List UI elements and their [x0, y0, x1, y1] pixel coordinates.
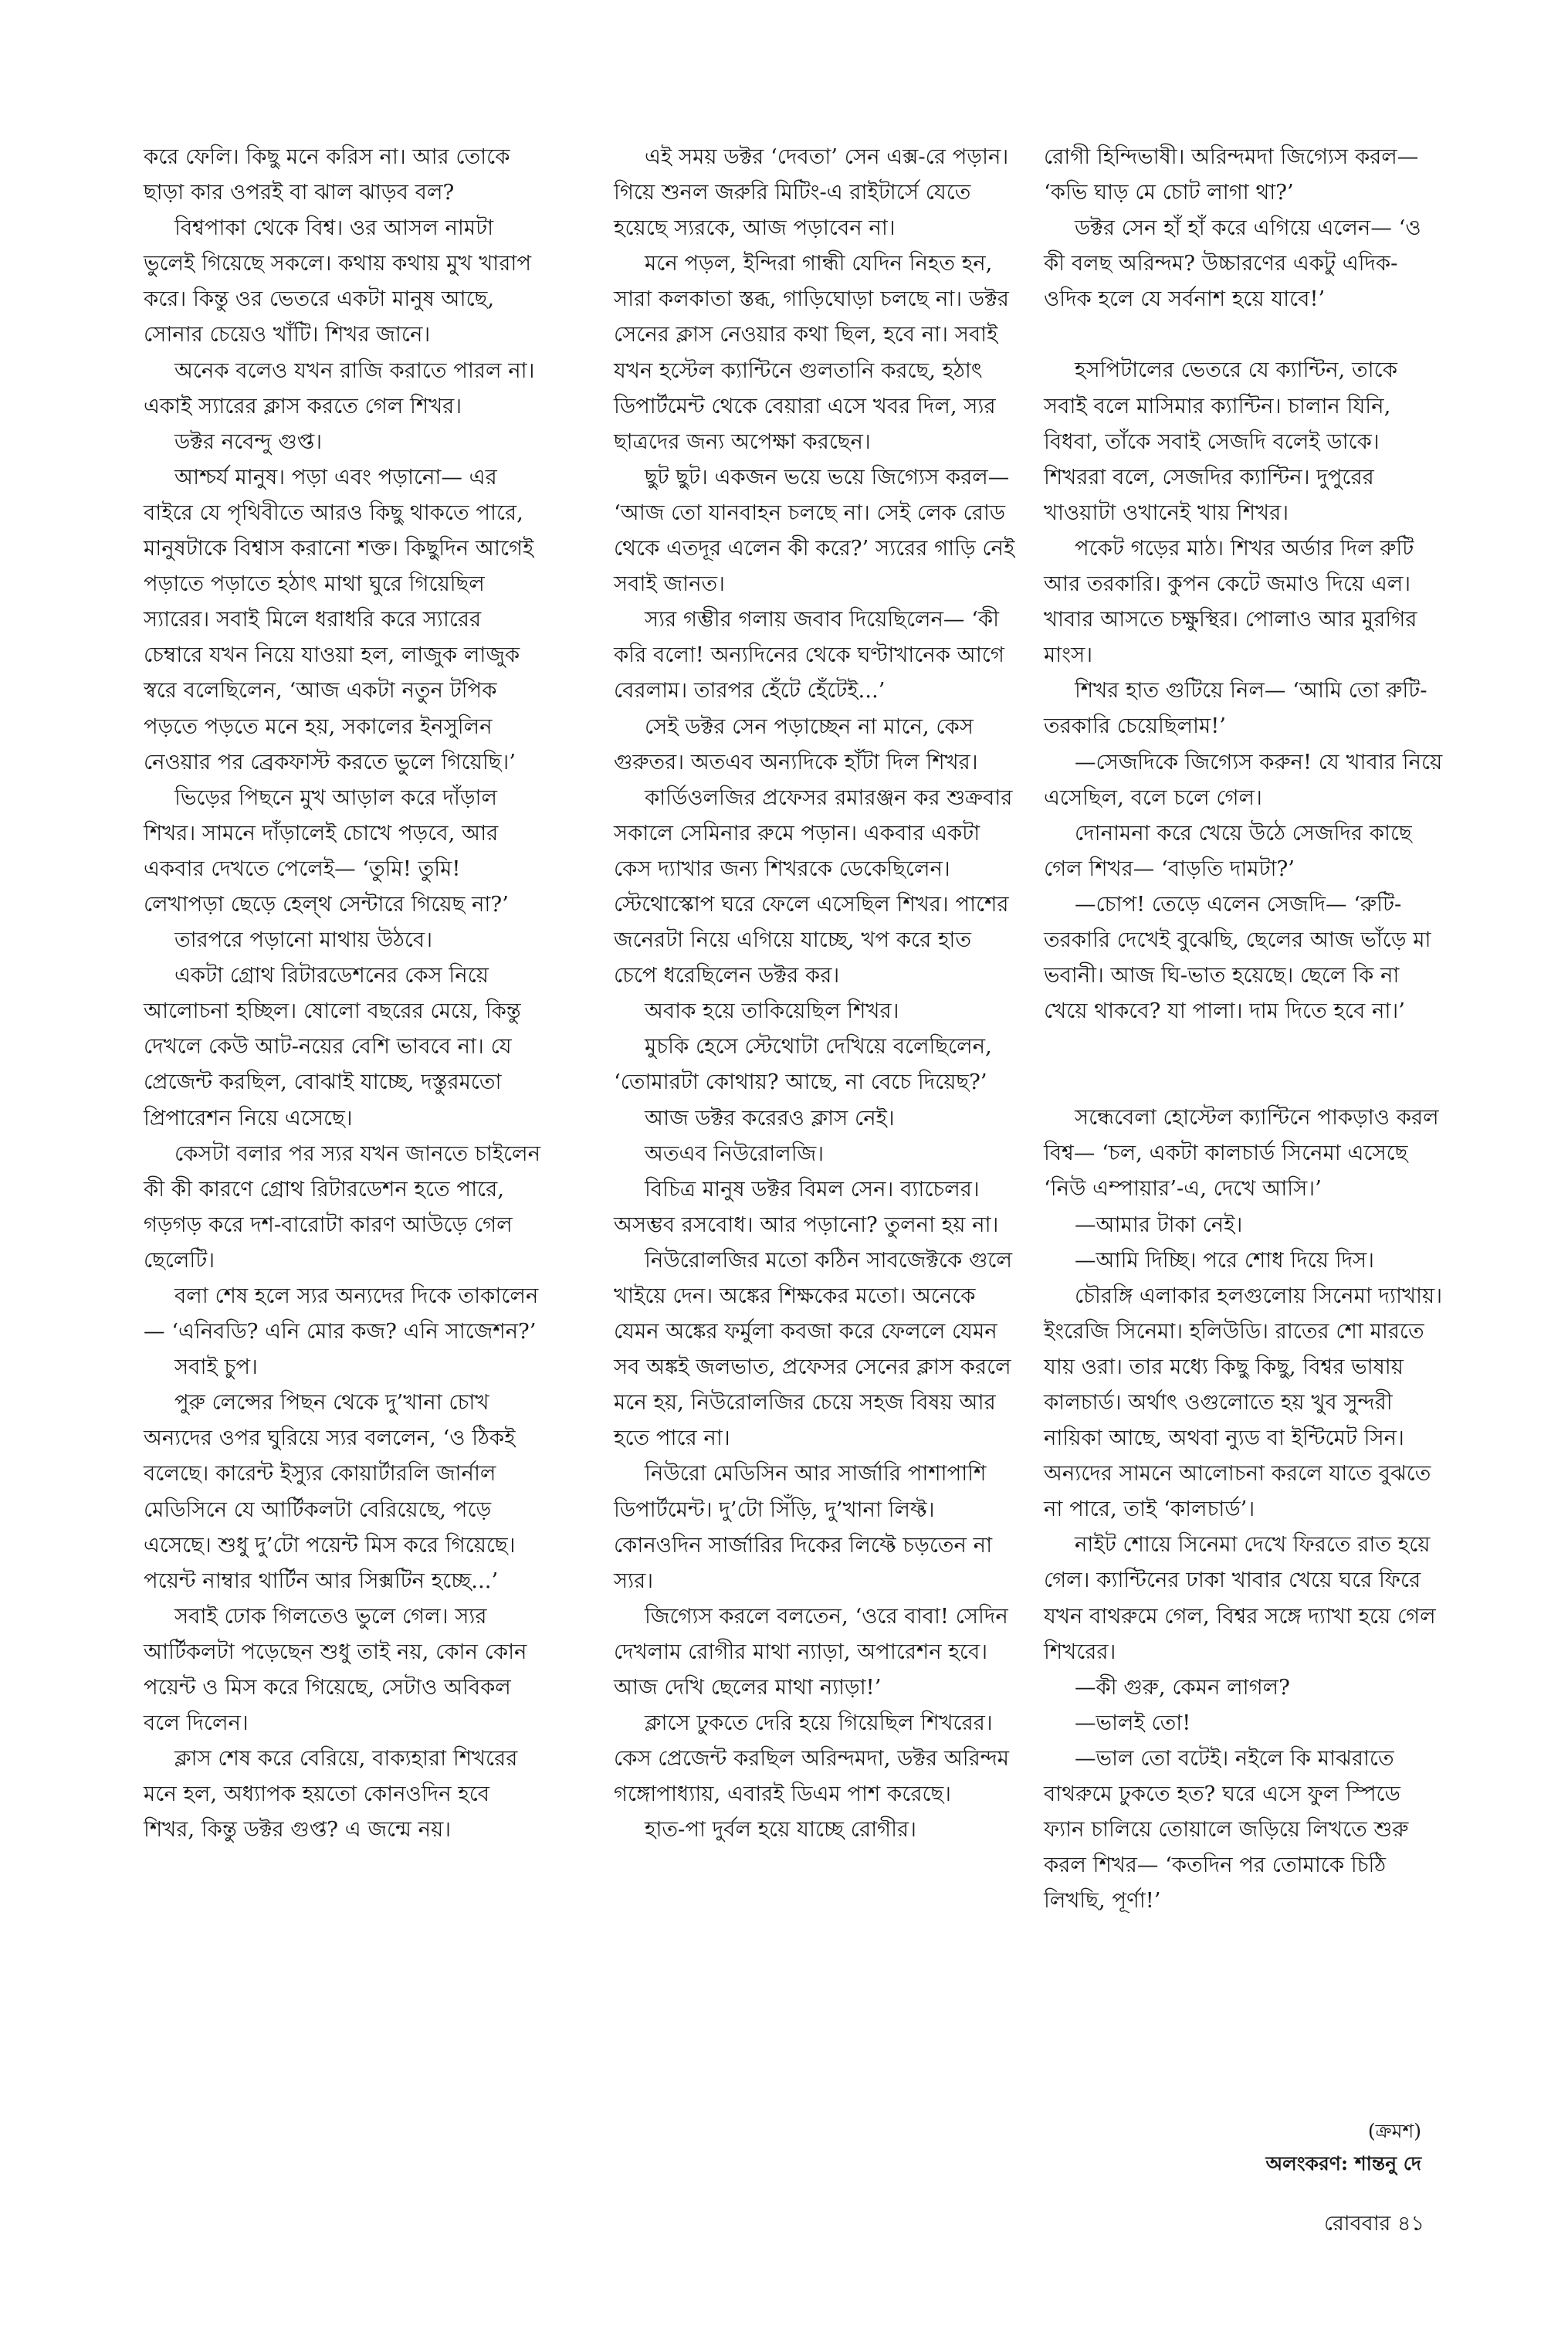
to-be-continued-note: (ক্রমশ): [1367, 2120, 1421, 2142]
paragraph: সবাই চুপ।: [174, 1355, 258, 1380]
paragraph: —সেজদিকে জিগ্যেস করুন! যে খাবার নিয়ে এসেছিল, বলে চলে গেল।: [1044, 749, 1443, 810]
paragraph: সন্ধেবেলা হোস্টেল ক্যান্টিনে পাকড়াও করল বিশ্ব— ‘চল, একটা কালচার্ড সিনেমা এসেছে ‘নিউ এম্পায়ার’-এ, দেখে আসি।’: [1044, 1105, 1439, 1202]
paragraph: নিউরোলজির মতো কঠিন সাবজেক্টকে গুলে খাইয়ে দেন। অঙ্কের শিক্ষকের মতো। অনেকে যেমন অঙ্কের ফর্মুলা কবজা করে ফেললে যেমন সব অঙ্কই জলভাত, প্রফেসর সেনের ক্লাস করলে মনে হয়, নিউরোলজির চেয়ে সহজ বিষয় আর হতে পারে না।: [614, 1247, 1012, 1451]
paragraph: সবাই ঢোক গিলতেও ভুলে গেল। স্যর আর্টিকলটা পড়েছেন শুধু তাই নয়, কোন কোন পয়েন্ট ও মিস করে গিয়েছে, সেটাও অবিকল বলে দিলেন।: [144, 1603, 527, 1736]
paragraph: চৌরঙ্গি এলাকার হলগুলোয় সিনেমা দ্যাখায়। ইংরেজি সিনেমা। হলিউডি। রাতের শো মারতে যায় ওরা। তার মধ্যে কিছু কিছু, বিশ্বর ভাষায় কালচার্ড। অর্থাৎ ওগুলোতে হয় খুব সুন্দরী নায়িকা আছে, অথবা ন্যুড বা ইন্টিমেট সিন। অন্যদের সামনে আলোচনা করলে যাতে বুঝতে না পারে, তাই ‘কালচার্ড’।: [1044, 1283, 1443, 1522]
paragraph: বিচিত্র মানুষ ডক্টর বিমল সেন। ব্যাচেলর। অসম্ভব রসবোধ। আর পড়ানো? তুলনা হয় না।: [614, 1176, 999, 1237]
section-break: [1044, 317, 1445, 352]
paragraph: একটা গ্রোথ রিটারডেশনের কেস নিয়ে আলোচনা হচ্ছিল। ষোলো বছরের মেয়ে, কিন্তু দেখলে কেউ আট-নয়ের বেশি ভাববে না। যে প্রেজেন্ট করছিল, বোঝাই যাচ্ছে, দস্তুরমতো প্রিপারেশন নিয়ে এসেছে।: [144, 963, 521, 1131]
paragraph: করে ফেলি। কিছু মনে করিস না। আর তোকে ছাড়া কার ওপরই বা ঝাল ঝাড়ব বল?: [144, 144, 510, 205]
paragraph: —ভাল তো বটেই। নইলে কি মাঝরাতে বাথরুমে ঢুকতে হত? ঘরে এসে ফুল স্পিডে ফ্যান চালিয়ে তোয়ালে জড়িয়ে লিখতে শুরু করল শিখর— ‘কতদিন পর তোমাকে চিঠি লিখছি, পূর্ণা!’: [1044, 1745, 1409, 1914]
paragraph: ছুট ছুট। একজন ভয়ে ভয়ে জিগ্যেস করল— ‘আজ তো যানবাহন চলছে না। সেই লেক রোড থেকে এতদূর এলেন কী করে?’ স্যরের গাড়ি নেই সবাই জানত।: [614, 464, 1015, 597]
paragraph: —চোপ! তেড়ে এলেন সেজদি— ‘রুটি-তরকারি দেখেই বুঝেছি, ছেলের আজ ভাঁড়ে মা ভবানী। আজ ঘি-ভাত হয়েছে। ছেলে কি না খেয়ে থাকবে? যা পালা। দাম দিতে হবে না।’: [1044, 891, 1431, 1024]
paragraph: পুরু লেন্সের পিছন থেকে দু’খানা চোখ অন্যদের ওপর ঘুরিয়ে স্যর বললেন, ‘ও ঠিকই বলেছে। কারেন্ট ইস্যুর কোয়ার্টারলি জার্নাল মেডিসিনে যে আর্টিকলটা বেরিয়েছে, পড়ে এসেছে। শুধু দু’টো পয়েন্ট মিস করে গিয়েছে। পয়েন্ট নাম্বার থার্টিন আর সিক্সটিন হচ্ছে...’: [144, 1390, 516, 1593]
paragraph: —কী গুরু, কেমন লাগল?: [1075, 1674, 1290, 1700]
paragraph: ডক্টর নবেন্দু গুপ্ত।: [174, 429, 323, 454]
paragraph: —ভালই তো!: [1075, 1710, 1191, 1735]
paragraph: হাত-পা দুর্বল হয়ে যাচ্ছে রোগীর।: [645, 1817, 916, 1843]
page-folio: রোববার ৪১: [1324, 2212, 1424, 2236]
paragraph: নাইট শোয়ে সিনেমা দেখে ফিরতে রাত হয়ে গেল। ক্যান্টিনের ঢাকা খাবার খেয়ে ঘরে ফিরে যখন বাথরুমে গেল, বিশ্বর সঙ্গে দ্যাখা হয়ে গেল শিখরের।: [1044, 1532, 1436, 1664]
paragraph: অতএব নিউরোলজি।: [645, 1141, 825, 1166]
paragraph: ক্লাস শেষ করে বেরিয়ে, বাক্যহারা শিখরের মনে হল, অধ্যাপক হয়তো কোনওদিন হবে শিখর, কিন্তু ডক্টর গুপ্ত? এ জন্মে নয়।: [144, 1746, 518, 1843]
paragraph: এই সময় ডক্টর ‘দেবতা’ সেন এক্স-রে পড়ান। গিয়ে শুনল জরুরি মিটিং-এ রাইটার্সে যেতে হয়েছে স্যরকে, আজ পড়াবেন না।: [614, 144, 1009, 241]
paragraph: তারপরে পড়ানো মাথায় উঠবে।: [174, 927, 433, 953]
paragraph: সেই ডক্টর সেন পড়াচ্ছেন না মানে, কেস গুরুতর। অতএব অন্যদিকে হাঁটা দিল শিখর।: [614, 714, 978, 775]
section-break: [1044, 1029, 1445, 1100]
paragraph: বিশ্বপাকা থেকে বিশ্ব। ওর আসল নামটা ভুলেই গিয়েছে সকলে। কথায় কথায় মুখ খারাপ করে। কিন্তু ওর ভেতরে একটা মানুষ আছে, সোনার চেয়েও খাঁটি। শিখর জানে।: [144, 215, 531, 348]
text-column-1: [144, 139, 545, 1848]
paragraph: হসপিটালের ভেতরে যে ক্যান্টিন, তাকে সবাই বলে মাসিমার ক্যান্টিন। চালান যিনি, বিধবা, তাঁকে সবাই সেজদি বলেই ডাকে। শিখররা বলে, সেজদির ক্যান্টিন। দুপুরের খাওয়াটা ওখানেই খায় শিখর।: [1044, 358, 1397, 525]
paragraph: মুচকি হেসে স্টেথোটা দেখিয়ে বলেছিলেন, ‘তোমারটা কোথায়? আছে, না বেচে দিয়েছ?’: [614, 1034, 992, 1095]
paragraph: পকেট গড়ের মাঠ। শিখর অর্ডার দিল রুটি আর তরকারি। কুপন কেটে জমাও দিয়ে এল। খাবার আসতে চক্ষুস্থির। পোলাও আর মুরগির মাংস।: [1044, 535, 1417, 668]
paragraph: আজ ডক্টর করেরও ক্লাস নেই।: [645, 1105, 895, 1131]
text-column-3: [1044, 139, 1445, 1918]
paragraph: শিখর হাত গুটিয়ে নিল— ‘আমি তো রুটি-তরকারি চেয়েছিলাম!’: [1044, 678, 1427, 739]
paragraph: —আমার টাকা নেই।: [1075, 1212, 1243, 1237]
paragraph: আশ্চর্য মানুষ। পড়া এবং পড়ানো— এর বাইরে যে পৃথিবীতে আরও কিছু থাকতে পারে, মানুষটাকে বিশ্বাস করানো শক্ত। কিছুদিন আগেই পড়াতে পড়াতে হঠাৎ মাথা ঘুরে গিয়েছিল স্যারের। সবাই মিলে ধরাধরি করে স্যারের চেম্বারে যখন নিয়ে যাওয়া হল, লাজুক লাজুক স্বরে বলেছিলেন, ‘আজ একটা নতুন টপিক পড়তে পড়তে মনে হয়, সকালের ইনসুলিন নেওয়ার পর ব্রেকফাস্ট করতে ভুলে গিয়েছি।’: [144, 464, 534, 775]
paragraph: জিগ্যেস করলে বলতেন, ‘ওরে বাবা! সেদিন দেখলাম রোগীর মাথা ন্যাড়া, অপারেশন হবে। আজ দেখি ছেলের মাথা ন্যাড়া!’: [614, 1603, 1008, 1700]
paragraph: বলা শেষ হলে স্যর অন্যদের দিকে তাকালেন— ‘এনিবডি? এনি মোর কজ? এনি সাজেশন?’: [144, 1283, 539, 1344]
paragraph: কার্ডিওলজির প্রফেসর রমারঞ্জন কর শুক্রবার সকালে সেমিনার রুমে পড়ান। একবার একটা কেস দ্যাখার জন্য শিখরকে ডেকেছিলেন। স্টেথোস্কোপ ঘরে ফেলে এসেছিল শিখর। পাশের জনেরটা নিয়ে এগিয়ে যাচ্ছে, খপ করে হাত চেপে ধরেছিলেন ডক্টর কর।: [614, 785, 1013, 988]
paragraph: ভিড়ের পিছনে মুখ আড়াল করে দাঁড়াল শিখর। সামনে দাঁড়ালেই চোখে পড়বে, আর একবার দেখতে পেলেই— ‘তুমি! তুমি! লেখাপড়া ছেড়ে হেল্থ সেন্টারে গিয়েছ না?’: [144, 785, 509, 917]
paragraph: অবাক হয়ে তাকিয়েছিল শিখর।: [645, 999, 899, 1024]
paragraph: মনে পড়ল, ইন্দিরা গান্ধী যেদিন নিহত হন, সারা কলকাতা স্তব্ধ, গাড়িঘোড়া চলছে না। ডক্টর সেনের ক্লাস নেওয়ার কথা ছিল, হবে না। সবাই যখন হস্টেল ক্যান্টিনে গুলতানি করছে, হঠাৎ ডিপার্টমেন্ট থেকে বেয়ারা এসে খবর দিল, স্যর ছাত্রদের জন্য অপেক্ষা করছেন।: [614, 251, 1009, 454]
paragraph: নিউরো মেডিসিন আর সার্জারি পাশাপাশি ডিপার্টমেন্ট। দু’টো সিঁড়ি, দু’খানা লিফ্ট। কোনওদিন সার্জারির দিকের লিফ্টে চড়তেন না স্যর।: [614, 1461, 993, 1593]
text-column-2: [614, 139, 1015, 1848]
paragraph: অনেক বলেও যখন রাজি করাতে পারল না। একাই স্যারের ক্লাস করতে গেল শিখর।: [144, 358, 535, 419]
paragraph: ক্লাসে ঢুকতে দেরি হয়ে গিয়েছিল শিখরের। কেস প্রেজেন্ট করছিল অরিন্দমদা, ডক্টর অরিন্দম গঙ্গোপাধ্যায়, এবারই ডিএম পাশ করেছে।: [614, 1711, 1010, 1807]
illustration-credit: অলংকরণ: শান্তনু দে: [1265, 2152, 1421, 2175]
paragraph: স্যর গম্ভীর গলায় জবাব দিয়েছিলেন— ‘কী করি বলো! অন্যদিনের থেকে ঘণ্টাখানেক আগে বেরলাম। তারপর হেঁটে হেঁটেই...’: [614, 607, 1004, 704]
paragraph: কেসটা বলার পর স্যর যখন জানতে চাইলেন কী কী কারণে গ্রোথ রিটারডেশন হতে পারে, গড়গড় করে দশ-বারোটা কারণ আউড়ে গেল ছেলেটি।: [144, 1141, 540, 1273]
paragraph: দোনামনা করে খেয়ে উঠে সেজদির কাছে গেল শিখর— ‘বাড়তি দামটা?’: [1044, 820, 1412, 881]
paragraph: ডক্টর সেন হাঁ হাঁ করে এগিয়ে এলেন— ‘ও কী বলছ অরিন্দম? উচ্চারণের একটু এদিক-ওদিক হলে যে সর্বনাশ হয়ে যাবে!’: [1044, 215, 1421, 312]
paragraph: —আমি দিচ্ছি। পরে শোধ দিয়ে দিস।: [1075, 1247, 1375, 1273]
paragraph: রোগী হিন্দিভাষী। অরিন্দমদা জিগ্যেস করল— ‘কভি ঘাড় মে চোট লাগা থা?’: [1044, 144, 1419, 205]
